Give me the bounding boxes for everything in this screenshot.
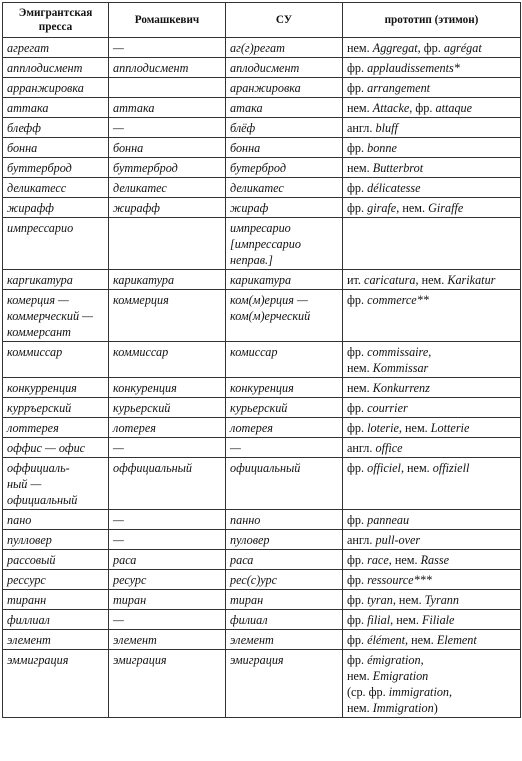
table-row	[3, 550, 521, 570]
prototype-cell	[343, 178, 521, 198]
su-cell: —	[226, 438, 343, 458]
etymon-word: bonne	[367, 141, 397, 155]
prototype-cell	[343, 510, 521, 530]
su-cell: элемент	[226, 630, 343, 650]
romashkevich-cell: —	[109, 510, 226, 530]
emigrant-press-cell: пулловер	[3, 530, 109, 550]
etymon-language: фр.	[347, 593, 368, 607]
etymon-word: caricatura	[364, 273, 416, 287]
table-row	[3, 378, 521, 398]
comparison-table	[2, 2, 521, 718]
table-row	[3, 458, 521, 510]
table-row	[3, 290, 521, 342]
etymon-language: фр.	[347, 633, 368, 647]
etymon-word: Tyrann	[424, 593, 459, 607]
su-cell: лотерея	[226, 418, 343, 438]
su-cell: филиал	[226, 610, 343, 630]
emigrant-press-cell: буттерброд	[3, 158, 109, 178]
su-cell: рес(с)урс	[226, 570, 343, 590]
table-row	[3, 418, 521, 438]
etymon-language: , нем.	[392, 593, 425, 607]
prototype-cell	[343, 98, 521, 118]
etymon-word: applaudissements*	[367, 61, 460, 75]
emigrant-press-cell: пано	[3, 510, 109, 530]
table-row	[3, 118, 521, 138]
emigrant-press-cell: агрегат	[3, 38, 109, 58]
romashkevich-cell: бонна	[109, 138, 226, 158]
header-romashkevich: Ромашкевич	[109, 3, 226, 38]
prototype-cell	[343, 270, 521, 290]
etymon-word: tyran	[367, 593, 393, 607]
romashkevich-cell: аттака	[109, 98, 226, 118]
etymon-language: , нем.	[400, 461, 433, 475]
prototype-cell	[343, 218, 521, 270]
etymon-word: bluff	[375, 121, 398, 135]
etymon-language: нем.	[347, 41, 373, 55]
su-cell: ком(м)ерция — ком(м)ерческий	[226, 290, 343, 342]
romashkevich-cell: тиран	[109, 590, 226, 610]
etymon-language: , фр.	[409, 101, 436, 115]
etymon-word: race	[367, 553, 389, 567]
table-row	[3, 438, 521, 458]
table-row	[3, 78, 521, 98]
romashkevich-cell	[109, 78, 226, 98]
romashkevich-cell: ресурс	[109, 570, 226, 590]
prototype-cell	[343, 570, 521, 590]
su-cell: панно	[226, 510, 343, 530]
prototype-cell	[343, 610, 521, 630]
etymon-word: Konkurrenz	[372, 381, 430, 395]
table-row	[3, 630, 521, 650]
header-su: СУ	[226, 3, 343, 38]
emigrant-press-cell: комерция — коммерческий — коммерсант	[3, 290, 109, 342]
etymon-word: immigration	[388, 685, 450, 699]
table-row	[3, 38, 521, 58]
etymon-language: фр.	[347, 345, 368, 359]
emigrant-press-cell: деликатесс	[3, 178, 109, 198]
table-body	[3, 38, 521, 718]
etymon-language: фр.	[347, 201, 368, 215]
header-prototype: прототип (этимон)	[343, 3, 521, 38]
su-cell: деликатес	[226, 178, 343, 198]
emigrant-press-cell: рессурс	[3, 570, 109, 590]
etymon-language: фр.	[347, 553, 368, 567]
etymon-language: англ.	[347, 533, 376, 547]
romashkevich-cell: коммерция	[109, 290, 226, 342]
etymon-language: англ.	[347, 121, 376, 135]
prototype-cell	[343, 118, 521, 138]
emigrant-press-cell: арранжировка	[3, 78, 109, 98]
prototype-cell	[343, 198, 521, 218]
su-cell: атака	[226, 98, 343, 118]
emigrant-press-cell: блефф	[3, 118, 109, 138]
etymon-language: , нем.	[388, 553, 421, 567]
etymon-language: (ср. фр.	[347, 685, 386, 699]
romashkevich-cell: деликатес	[109, 178, 226, 198]
etymon-language: нем.	[347, 101, 373, 115]
etymon-word: émigration	[367, 653, 421, 667]
etymon-word: élément	[367, 633, 405, 647]
etymon-language: нем.	[347, 161, 373, 175]
su-cell: курьерский	[226, 398, 343, 418]
su-cell: аплодисмент	[226, 58, 343, 78]
prototype-cell	[343, 530, 521, 550]
table-row	[3, 590, 521, 610]
prototype-cell	[343, 650, 521, 718]
etymon-language: , фр.	[417, 41, 444, 55]
prototype-cell	[343, 58, 521, 78]
etymon-word: pull-over	[375, 533, 421, 547]
etymon-word: ressource***	[367, 573, 432, 587]
table-row	[3, 138, 521, 158]
su-cell: комиссар	[226, 342, 343, 378]
emigrant-press-cell: тиранн	[3, 590, 109, 610]
etymon-language: , нем.	[415, 273, 448, 287]
table-row	[3, 98, 521, 118]
etymon-language: фр.	[347, 181, 368, 195]
emigrant-press-cell: карrикатура	[3, 270, 109, 290]
romashkevich-cell: раса	[109, 550, 226, 570]
etymon-language: англ.	[347, 441, 376, 455]
etymon-language: , нем.	[390, 613, 422, 627]
etymon-language: нем.	[347, 381, 373, 395]
etymon-language: фр.	[347, 653, 368, 667]
etymon-language: фр.	[347, 401, 368, 415]
etymon-word: Aggregat	[372, 41, 418, 55]
etymon-word: courrier	[367, 401, 408, 415]
table-row	[3, 530, 521, 550]
etymon-language: ит.	[347, 273, 365, 287]
prototype-cell	[343, 342, 521, 378]
etymon-word: panneau	[367, 513, 410, 527]
etymon-word: Lotterie	[430, 421, 470, 435]
su-cell: импресарио [импрессарио неправ.]	[226, 218, 343, 270]
etymon-word: arrangement	[367, 81, 431, 95]
prototype-cell	[343, 78, 521, 98]
etymon-word: attaque	[435, 101, 473, 115]
etymon-word: Attacke	[372, 101, 410, 115]
table-row	[3, 178, 521, 198]
etymon-word: Butterbrot	[372, 161, 424, 175]
emigrant-press-cell: элемент	[3, 630, 109, 650]
emigrant-press-cell: рассовый	[3, 550, 109, 570]
etymon-word: agrégat	[443, 41, 482, 55]
etymon-language: фр.	[347, 421, 368, 435]
table-row	[3, 510, 521, 530]
romashkevich-cell: эмиграция	[109, 650, 226, 718]
romashkevich-cell: элемент	[109, 630, 226, 650]
etymon-word: Element	[436, 633, 477, 647]
etymon-language: )	[433, 701, 438, 715]
etymon-word: Giraffe	[428, 201, 464, 215]
etymon-word: commissaire	[367, 345, 429, 359]
prototype-cell	[343, 458, 521, 510]
table-row	[3, 398, 521, 418]
romashkevich-cell: —	[109, 38, 226, 58]
etymon-language: фр.	[347, 573, 368, 587]
table-row	[3, 570, 521, 590]
prototype-cell	[343, 398, 521, 418]
romashkevich-cell: —	[109, 438, 226, 458]
etymon-language: фр.	[347, 293, 368, 307]
table-header-row	[3, 3, 521, 38]
etymon-word: Rasse	[420, 553, 450, 567]
etymon-language: , нем.	[347, 345, 432, 375]
etymon-language: фр.	[347, 141, 368, 155]
su-cell: жираф	[226, 198, 343, 218]
etymon-word: Filiale	[421, 613, 455, 627]
emigrant-press-cell: филлиал	[3, 610, 109, 630]
emigrant-press-cell: коммиссар	[3, 342, 109, 378]
su-cell: раса	[226, 550, 343, 570]
etymon-language: , нем.	[398, 421, 431, 435]
su-cell: бутерброд	[226, 158, 343, 178]
etymon-language: фр.	[347, 61, 368, 75]
romashkevich-cell: —	[109, 610, 226, 630]
etymon-language: , нем.	[347, 685, 453, 715]
su-cell: блёф	[226, 118, 343, 138]
emigrant-press-cell: бонна	[3, 138, 109, 158]
table-row	[3, 610, 521, 630]
table-row	[3, 58, 521, 78]
etymon-word: délicatesse	[367, 181, 421, 195]
prototype-cell	[343, 418, 521, 438]
etymon-language: , нем.	[347, 653, 424, 683]
su-cell: официальный	[226, 458, 343, 510]
su-cell: аг(г)регат	[226, 38, 343, 58]
romashkevich-cell	[109, 218, 226, 270]
etymon-word: Kommissar	[372, 361, 429, 375]
prototype-cell	[343, 630, 521, 650]
prototype-cell	[343, 590, 521, 610]
etymon-word: Karikatur	[447, 273, 496, 287]
su-cell: бонна	[226, 138, 343, 158]
etymon-word: filial	[367, 613, 391, 627]
etymon-word: loterie	[367, 421, 399, 435]
romashkevich-cell: жирафф	[109, 198, 226, 218]
su-cell: тиран	[226, 590, 343, 610]
prototype-cell	[343, 158, 521, 178]
romashkevich-cell: курьерский	[109, 398, 226, 418]
romashkevich-cell: лотерея	[109, 418, 226, 438]
etymon-word: Immigration	[372, 701, 434, 715]
romashkevich-cell: конкуренция	[109, 378, 226, 398]
prototype-cell	[343, 550, 521, 570]
emigrant-press-cell: эммиграция	[3, 650, 109, 718]
table-row	[3, 198, 521, 218]
etymon-word: commerce**	[367, 293, 429, 307]
etymon-language: фр.	[347, 613, 368, 627]
su-cell: карикатура	[226, 270, 343, 290]
table-row	[3, 650, 521, 718]
romashkevich-cell: коммиссар	[109, 342, 226, 378]
header-emigrant-press: Эмигрантская пресса	[3, 3, 109, 38]
emigrant-press-cell: жирафф	[3, 198, 109, 218]
su-cell: аранжировка	[226, 78, 343, 98]
prototype-cell	[343, 290, 521, 342]
romashkevich-cell: —	[109, 530, 226, 550]
etymon-language: фр.	[347, 513, 368, 527]
prototype-cell	[343, 138, 521, 158]
emigrant-press-cell: аттака	[3, 98, 109, 118]
su-cell: конкуренция	[226, 378, 343, 398]
romashkevich-cell: оффициальный	[109, 458, 226, 510]
su-cell: эмиграция	[226, 650, 343, 718]
etymon-language: , нем.	[405, 633, 437, 647]
etymon-language: , нем.	[396, 201, 429, 215]
etymon-language: фр.	[347, 81, 368, 95]
table-row	[3, 342, 521, 378]
emigrant-press-cell: лоттерея	[3, 418, 109, 438]
emigrant-press-cell: конкурренция	[3, 378, 109, 398]
emigrant-press-cell: оффициаль- ный — официальный	[3, 458, 109, 510]
emigrant-press-cell: оффис — офис	[3, 438, 109, 458]
etymon-word: offiziell	[432, 461, 470, 475]
etymon-word: Emigration	[372, 669, 429, 683]
table-row	[3, 158, 521, 178]
table-row	[3, 270, 521, 290]
emigrant-press-cell: апплодисмент	[3, 58, 109, 78]
romashkevich-cell: апплодисмент	[109, 58, 226, 78]
etymon-word: office	[375, 441, 403, 455]
etymon-word: officiel	[367, 461, 401, 475]
etymon-word: girafe	[367, 201, 397, 215]
prototype-cell	[343, 378, 521, 398]
etymon-language: фр.	[347, 461, 368, 475]
table-row	[3, 218, 521, 270]
emigrant-press-cell: курръерский	[3, 398, 109, 418]
romashkevich-cell: —	[109, 118, 226, 138]
prototype-cell	[343, 438, 521, 458]
prototype-cell	[343, 38, 521, 58]
romashkevich-cell: карикатура	[109, 270, 226, 290]
emigrant-press-cell: импрессарио	[3, 218, 109, 270]
romashkevich-cell: буттерброд	[109, 158, 226, 178]
su-cell: пуловер	[226, 530, 343, 550]
